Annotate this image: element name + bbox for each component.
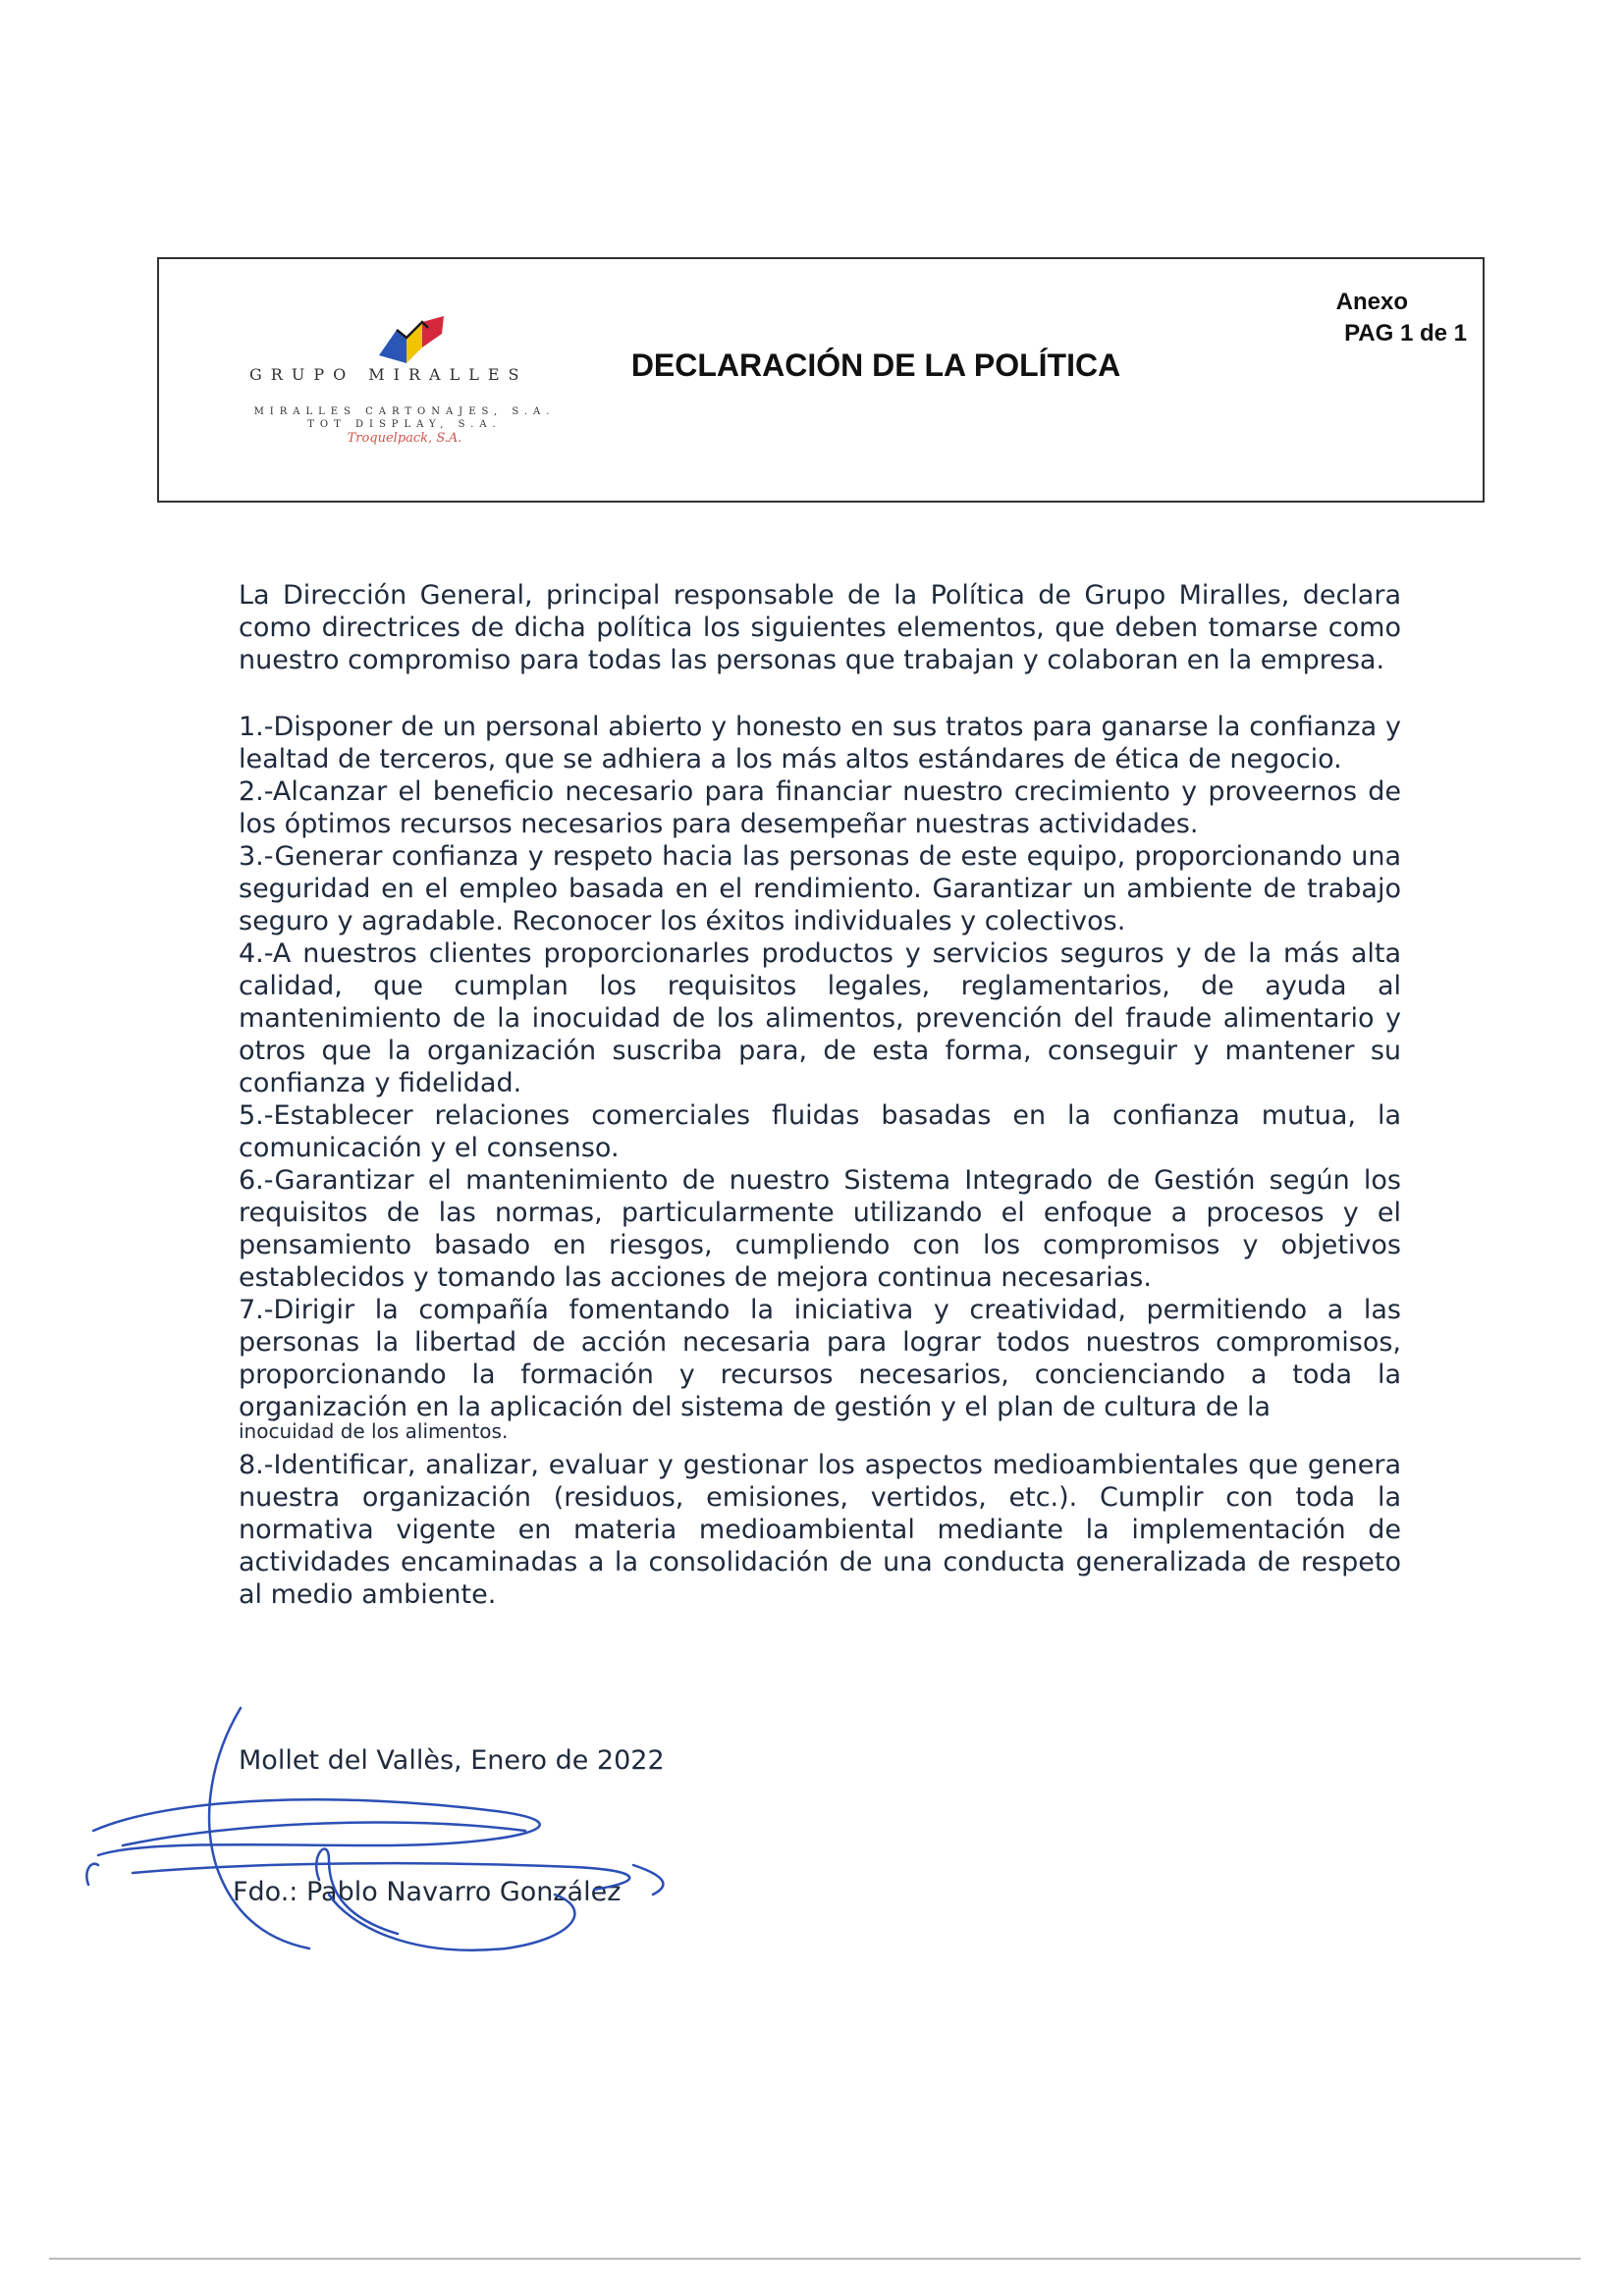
footer-divider <box>49 2258 1581 2260</box>
policy-point-7 <box>239 1294 1401 1443</box>
document-title: DECLARACIÓN DE LA POLÍTICA <box>630 347 1121 383</box>
annex-label: Anexo <box>1335 289 1408 315</box>
grupo-miralles-logo-icon <box>377 316 446 367</box>
policy-point-4: 4.-A nuestros clientes proporcionarles productos y servicios seguros y de la más alta calidad, que cumplan los requisitos legales, reglamentarios, de ayuda al mantenimiento de la inocuidad de los alimentos, prevención del fraude alimentario y otros que la organización suscriba para, de esta forma, conseguir y mantener su confianza y fidelidad. <box>239 938 1401 1098</box>
handwritten-signature-icon <box>83 1698 692 1963</box>
intro-paragraph: La Dirección General, principal responsable de la Política de Grupo Miralles, declara como directrices de dicha política los siguientes elementos, que deben tomarse como nuestro compromiso para todas las personas que trabajan y colaboran en la empresa. <box>239 580 1401 675</box>
policy-point-1: 1.-Disponer de un personal abierto y honesto en sus tratos para ganarse la confianza y lealtad de terceros, que se adhiera a los más altos estándares de ética de negocio. <box>239 712 1401 774</box>
policy-body <box>239 579 1401 1611</box>
policy-point-7-tail: inocuidad de los alimentos. <box>239 1419 509 1443</box>
policy-points <box>239 711 1401 1611</box>
annex-block <box>1336 287 1467 349</box>
policy-point-6: 6.-Garantizar el mantenimiento de nuestro Sistema Integrado de Gestión según los requisitos de las normas, particularmente utilizando el enfoque a procesos y el pensamiento basado en riesgos, cumpliendo con los compromisos y objetivos establecidos y tomando las acciones de mejora continua necesarias. <box>239 1165 1401 1293</box>
logo-company-name: GRUPO MIRALLES <box>249 365 528 384</box>
policy-point-3: 3.-Generar confianza y respeto hacia las personas de este equipo, proporcionando una seguridad en el empleo basada en el rendimiento. Garantizar un ambiente de trabajo seguro y agradable. Reconocer los éxitos individuales y colectivos. <box>239 841 1401 936</box>
document-header <box>157 257 1485 503</box>
logo-subsidiary-1: MIRALLES CARTONAJES, S.A. <box>253 406 556 417</box>
policy-point-7-text: 7.-Dirigir la compañía fomentando la iniciativa y creatividad, permitiendo a las personas la libertad de acción necesaria para lograr todos nuestros compromisos, proporcionando la formación y recursos necesarios, concienciando a toda la organización en la aplicación del sistema de gestión y el plan de cultura de la <box>239 1295 1401 1422</box>
signer-line: Fdo.: Pablo Navarro González <box>233 1877 622 1907</box>
place-date: Mollet del Vallès, Enero de 2022 <box>239 1745 665 1776</box>
policy-point-2: 2.-Alcanzar el beneficio necesario para financiar nuestro crecimiento y proveernos de los óptimos recursos necesarios para desempeñar nuestras actividades. <box>239 776 1401 839</box>
page-number: PAG 1 de 1 <box>1344 320 1467 347</box>
policy-point-5: 5.-Establecer relaciones comerciales fluidas basadas en la confianza mutua, la comunicación y el consenso. <box>239 1100 1401 1163</box>
logo-subsidiary-3: Troquelpack, S.A. <box>347 431 462 446</box>
logo-subsidiary-2: TOT DISPLAY, S.A. <box>307 419 502 430</box>
policy-point-8: 8.-Identificar, analizar, evaluar y gestionar los aspectos medioambientales que genera nuestra organización (residuos, emisiones, vertidos, etc.). Cumplir con toda la normativa vigente en materia medioambiental mediante la implementación de actividades encaminadas a la consolidación de una conducta generalizada de respeto al medio ambiente. <box>239 1450 1401 1610</box>
